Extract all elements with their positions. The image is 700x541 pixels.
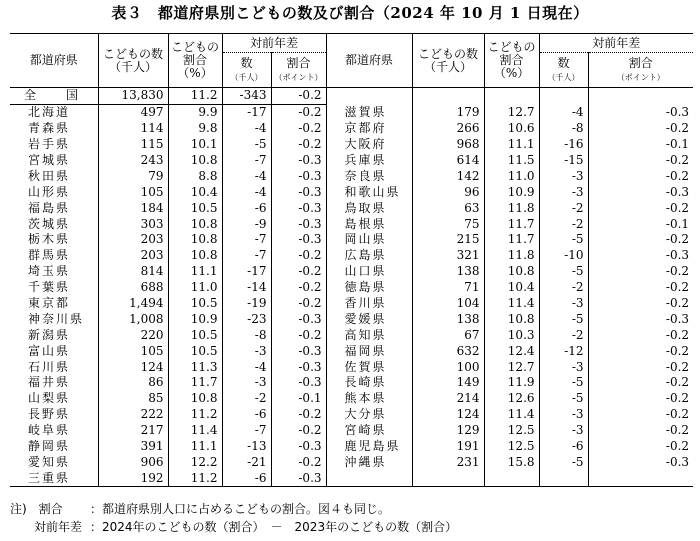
right-ratio-cell: 12.5 [484, 439, 539, 455]
table-row [10, 88, 693, 105]
right-ratio-cell: 12.4 [484, 343, 539, 359]
left-children-cell: 115 [98, 137, 168, 153]
right-ratio-cell: 10.6 [484, 121, 539, 137]
left-diff_r-cell: -0.2 [271, 104, 326, 120]
left-diff_n-cell: -7 [222, 423, 271, 439]
left-diff_n-cell: -23 [222, 311, 271, 327]
right-diff_n-cell: -3 [539, 184, 588, 200]
left-prefecture-cell: 山梨県 [28, 391, 71, 406]
left-prefecture-cell: 青森県 [28, 121, 71, 136]
left-prefecture-cell: 千葉県 [28, 280, 71, 295]
right-children-cell: 142 [412, 168, 484, 184]
left-children-cell: 303 [98, 216, 168, 232]
table-row [10, 327, 693, 343]
table-row [10, 168, 693, 184]
right-prefecture-cell: 佐賀県 [326, 359, 412, 375]
right-children-cell: 614 [412, 153, 484, 169]
left-ratio-cell: 11.1 [168, 264, 222, 280]
prefecture-children-table [10, 33, 693, 487]
right-ratio-cell: 11.8 [484, 248, 539, 264]
right-diff_r-cell: -0.2 [588, 343, 693, 359]
right-diff_n-cell [539, 470, 588, 486]
right-children-cell: 179 [412, 104, 484, 120]
right-diff_n-cell: -16 [539, 137, 588, 153]
right-prefecture-cell: 滋賀県 [326, 104, 412, 120]
table-row [10, 121, 693, 137]
right-prefecture-cell: 沖縄県 [326, 454, 412, 470]
left-diff_n-cell: -17 [222, 264, 271, 280]
right-diff_r-cell: -0.2 [588, 153, 693, 169]
left-diff_n-cell: -7 [222, 232, 271, 248]
right-prefecture-cell: 長崎県 [326, 375, 412, 391]
table-row [10, 200, 693, 216]
left-children-cell: 203 [98, 232, 168, 248]
table-row [10, 407, 693, 423]
left-children-cell: 497 [98, 104, 168, 120]
left-children-cell: 192 [98, 470, 168, 486]
right-diff_n-cell: -5 [539, 375, 588, 391]
right-ratio-cell: 10.9 [484, 184, 539, 200]
left-diff_r-cell: -0.2 [271, 121, 326, 137]
header-diff-ratio-right: 割合 （ポイント） [588, 53, 693, 88]
left-diff_r-cell: -0.3 [271, 216, 326, 232]
right-diff_r-cell [588, 88, 693, 105]
right-children-cell: 321 [412, 248, 484, 264]
left-diff_r-cell: -0.2 [271, 407, 326, 423]
left-diff_r-cell: -0.3 [271, 439, 326, 455]
left-prefecture-cell: 宮城県 [28, 153, 71, 167]
left-prefecture-cell: 石川県 [28, 359, 71, 374]
left-children-cell: 105 [98, 343, 168, 359]
table-row [10, 137, 693, 153]
right-diff_r-cell [588, 470, 693, 486]
right-diff_r-cell: -0.2 [588, 375, 693, 391]
table-row [10, 232, 693, 248]
right-ratio-cell: 10.4 [484, 280, 539, 296]
left-ratio-cell: 10.9 [168, 311, 222, 327]
right-prefecture-cell: 香川県 [326, 296, 412, 312]
right-children-cell: 191 [412, 439, 484, 455]
left-diff_r-cell: -0.3 [271, 359, 326, 375]
right-diff_n-cell: -5 [539, 264, 588, 280]
right-diff_n-cell: -8 [539, 121, 588, 137]
right-ratio-cell: 10.8 [484, 311, 539, 327]
left-diff_r-cell: -0.2 [271, 296, 326, 312]
left-children-cell: 184 [98, 200, 168, 216]
header-diff-right: 対前年差 [539, 34, 693, 53]
right-diff_n-cell: -3 [539, 296, 588, 312]
left-prefecture-cell: 岩手県 [28, 137, 71, 152]
left-ratio-cell: 10.4 [168, 184, 222, 200]
right-diff_r-cell: -0.2 [588, 359, 693, 375]
right-prefecture-cell: 熊本県 [326, 391, 412, 407]
right-diff_n-cell: -15 [539, 153, 588, 169]
left-ratio-cell: 10.5 [168, 327, 222, 343]
right-diff_r-cell: -0.3 [588, 454, 693, 470]
header-diff-children-right: 数 （千人） [539, 53, 588, 88]
left-diff_r-cell: -0.2 [271, 454, 326, 470]
right-diff_r-cell: -0.2 [588, 200, 693, 216]
right-ratio-cell: 11.0 [484, 168, 539, 184]
left-diff_n-cell: -4 [222, 121, 271, 137]
left-diff_n-cell: -5 [222, 137, 271, 153]
left-prefecture-cell: 愛知県 [28, 454, 71, 469]
left-diff_n-cell: -14 [222, 280, 271, 296]
left-children-cell: 114 [98, 121, 168, 137]
table-row [10, 423, 693, 439]
left-prefecture-cell: 神奈川県 [28, 311, 85, 326]
left-ratio-cell: 11.2 [168, 88, 222, 105]
header-prefecture-right: 都道府県 [326, 34, 412, 88]
left-children-cell: 243 [98, 153, 168, 169]
right-ratio-cell: 11.7 [484, 232, 539, 248]
right-prefecture-cell: 島根県 [326, 216, 412, 232]
left-children-cell: 217 [98, 423, 168, 439]
header-children-left: こどもの数 （千人） [98, 34, 168, 88]
right-diff_n-cell: -2 [539, 280, 588, 296]
right-prefecture-cell: 鳥取県 [326, 200, 412, 216]
right-diff_r-cell: -0.2 [588, 439, 693, 455]
right-diff_r-cell: -0.3 [588, 248, 693, 264]
left-prefecture-cell: 群馬県 [28, 248, 71, 263]
left-prefecture-cell: 栃木県 [28, 232, 71, 247]
header-diff-left: 対前年差 [222, 34, 326, 53]
right-diff_r-cell: -0.2 [588, 423, 693, 439]
left-diff_r-cell: -0.2 [271, 137, 326, 153]
right-ratio-cell [484, 88, 539, 105]
right-children-cell: 129 [412, 423, 484, 439]
right-children-cell: 632 [412, 343, 484, 359]
left-diff_n-cell: -19 [222, 296, 271, 312]
right-prefecture-cell: 山口県 [326, 264, 412, 280]
right-diff_n-cell: -12 [539, 343, 588, 359]
left-diff_n-cell: -8 [222, 327, 271, 343]
left-ratio-cell: 11.3 [168, 359, 222, 375]
left-diff_r-cell: -0.2 [271, 280, 326, 296]
left-ratio-cell: 11.1 [168, 439, 222, 455]
left-ratio-cell: 8.8 [168, 168, 222, 184]
right-prefecture-cell: 奈良県 [326, 168, 412, 184]
left-children-cell: 203 [98, 248, 168, 264]
left-diff_r-cell: -0.1 [271, 391, 326, 407]
table-row [10, 375, 693, 391]
left-prefecture-cell: 秋田県 [28, 168, 71, 183]
right-prefecture-cell: 鹿児島県 [326, 439, 412, 455]
table-row [10, 311, 693, 327]
left-ratio-cell: 11.2 [168, 407, 222, 423]
right-prefecture-cell: 徳島県 [326, 280, 412, 296]
notes [10, 500, 457, 536]
left-ratio-cell: 10.1 [168, 137, 222, 153]
left-diff_n-cell: -3 [222, 343, 271, 359]
right-diff_n-cell: -3 [539, 359, 588, 375]
right-children-cell: 214 [412, 391, 484, 407]
right-children-cell: 71 [412, 280, 484, 296]
left-prefecture-cell: 静岡県 [28, 439, 71, 454]
right-children-cell: 149 [412, 375, 484, 391]
right-diff_n-cell: -3 [539, 423, 588, 439]
left-diff_r-cell: -0.3 [271, 375, 326, 391]
left-prefecture-cell: 埼玉県 [28, 264, 71, 279]
right-prefecture-cell: 大分県 [326, 407, 412, 423]
left-children-cell: 13,830 [98, 88, 168, 105]
right-diff_n-cell: -5 [539, 232, 588, 248]
right-children-cell: 63 [412, 200, 484, 216]
table-row [10, 104, 693, 120]
left-diff_r-cell: -0.2 [271, 327, 326, 343]
right-diff_r-cell: -0.2 [588, 407, 693, 423]
header-children-right: こどもの数 （千人） [412, 34, 484, 88]
left-ratio-cell: 11.7 [168, 375, 222, 391]
left-diff_n-cell: -3 [222, 375, 271, 391]
right-diff_n-cell: -5 [539, 391, 588, 407]
table-body [10, 88, 693, 487]
table-row [10, 454, 693, 470]
left-diff_n-cell: -2 [222, 391, 271, 407]
right-prefecture-cell [326, 88, 412, 105]
left-ratio-cell: 10.8 [168, 216, 222, 232]
right-ratio-cell [484, 470, 539, 486]
left-ratio-cell: 9.8 [168, 121, 222, 137]
header-ratio-right: こどもの割合 （%） [484, 34, 539, 88]
left-children-cell: 124 [98, 359, 168, 375]
right-children-cell: 215 [412, 232, 484, 248]
right-prefecture-cell: 京都府 [326, 121, 412, 137]
right-children-cell: 67 [412, 327, 484, 343]
right-diff_n-cell [539, 88, 588, 105]
left-diff_n-cell: -21 [222, 454, 271, 470]
right-diff_n-cell: -3 [539, 407, 588, 423]
table-row [10, 184, 693, 200]
left-diff_r-cell: -0.3 [271, 153, 326, 169]
left-children-cell: 814 [98, 264, 168, 280]
left-diff_r-cell: -0.2 [271, 423, 326, 439]
right-diff_r-cell: -0.2 [588, 168, 693, 184]
left-ratio-cell: 11.2 [168, 470, 222, 486]
table-row [10, 359, 693, 375]
right-ratio-cell: 15.8 [484, 454, 539, 470]
left-children-cell: 222 [98, 407, 168, 423]
left-children-cell: 86 [98, 375, 168, 391]
left-ratio-cell: 9.9 [168, 104, 222, 120]
right-children-cell: 75 [412, 216, 484, 232]
left-diff_r-cell: -0.3 [271, 184, 326, 200]
table-row [10, 280, 693, 296]
right-diff_n-cell: -2 [539, 216, 588, 232]
left-diff_r-cell: -0.2 [271, 88, 326, 105]
left-diff_n-cell: -7 [222, 153, 271, 169]
left-ratio-cell: 10.8 [168, 391, 222, 407]
right-ratio-cell: 11.7 [484, 216, 539, 232]
table-row [10, 216, 693, 232]
right-diff_n-cell: -4 [539, 104, 588, 120]
table-row [10, 296, 693, 312]
left-prefecture-cell: 北海道 [28, 105, 71, 120]
left-children-cell: 906 [98, 454, 168, 470]
left-ratio-cell: 10.5 [168, 296, 222, 312]
left-diff_n-cell: -4 [222, 184, 271, 200]
left-children-cell: 1,494 [98, 296, 168, 312]
left-diff_r-cell: -0.3 [271, 470, 326, 486]
right-children-cell: 138 [412, 264, 484, 280]
left-diff_r-cell: -0.3 [271, 343, 326, 359]
left-diff_n-cell: -6 [222, 200, 271, 216]
left-children-cell: 220 [98, 327, 168, 343]
left-children-cell: 391 [98, 439, 168, 455]
left-ratio-cell: 10.8 [168, 248, 222, 264]
table-row [10, 470, 693, 486]
right-children-cell [412, 88, 484, 105]
right-ratio-cell: 11.4 [484, 407, 539, 423]
right-children-cell [412, 470, 484, 486]
table-title: 表３ 都道府県別こどもの数及び割合（2024 年 10 月 1 日現在） [111, 4, 589, 22]
right-children-cell: 124 [412, 407, 484, 423]
right-diff_r-cell: -0.3 [588, 104, 693, 120]
left-diff_r-cell: -0.3 [271, 232, 326, 248]
right-diff_r-cell: -0.2 [588, 391, 693, 407]
left-prefecture-cell: 東京都 [28, 296, 71, 311]
left-children-cell: 79 [98, 168, 168, 184]
note-diff: 対前年差 ：2024年のこどもの数（割合） － 2023年のこどもの数（割合） [10, 520, 458, 534]
left-prefecture-cell: 全 国 [10, 88, 98, 105]
right-children-cell: 96 [412, 184, 484, 200]
table-row [10, 248, 693, 264]
left-ratio-cell: 10.5 [168, 343, 222, 359]
right-diff_r-cell: -0.3 [588, 184, 693, 200]
right-diff_n-cell: -3 [539, 168, 588, 184]
right-ratio-cell: 11.9 [484, 375, 539, 391]
right-ratio-cell: 11.8 [484, 200, 539, 216]
table-row [10, 439, 693, 455]
left-ratio-cell: 11.4 [168, 423, 222, 439]
left-diff_r-cell: -0.2 [271, 248, 326, 264]
right-children-cell: 104 [412, 296, 484, 312]
left-ratio-cell: 10.8 [168, 153, 222, 169]
right-prefecture-cell [326, 470, 412, 486]
right-diff_n-cell: -10 [539, 248, 588, 264]
right-prefecture-cell: 愛媛県 [326, 311, 412, 327]
left-diff_r-cell: -0.3 [271, 200, 326, 216]
left-prefecture-cell: 富山県 [28, 343, 71, 358]
left-diff_n-cell: -6 [222, 470, 271, 486]
left-diff_r-cell: -0.2 [271, 264, 326, 280]
left-prefecture-cell: 山形県 [28, 184, 71, 199]
left-diff_n-cell: -9 [222, 216, 271, 232]
right-ratio-cell: 10.3 [484, 327, 539, 343]
left-ratio-cell: 11.0 [168, 280, 222, 296]
right-diff_r-cell: -0.2 [588, 264, 693, 280]
right-ratio-cell: 11.5 [484, 153, 539, 169]
left-children-cell: 85 [98, 391, 168, 407]
right-diff_r-cell: -0.2 [588, 296, 693, 312]
header-ratio-left: こどもの割合 （%） [168, 34, 222, 88]
header-diff-children-left: 数 （千人） [222, 53, 271, 88]
left-prefecture-cell: 新潟県 [28, 327, 71, 342]
right-prefecture-cell: 大阪府 [326, 137, 412, 153]
right-prefecture-cell: 宮崎県 [326, 423, 412, 439]
left-diff_n-cell: -13 [222, 439, 271, 455]
right-prefecture-cell: 広島県 [326, 248, 412, 264]
right-diff_r-cell: -0.1 [588, 216, 693, 232]
right-diff_r-cell: -0.1 [588, 137, 693, 153]
right-diff_r-cell: -0.2 [588, 232, 693, 248]
left-diff_n-cell: -17 [222, 104, 271, 120]
right-ratio-cell: 10.8 [484, 264, 539, 280]
left-ratio-cell: 10.5 [168, 200, 222, 216]
right-diff_n-cell: -2 [539, 327, 588, 343]
right-diff_r-cell: -0.3 [588, 311, 693, 327]
table-row [10, 264, 693, 280]
note-ratio: 注) 割合 ：都道府県別人口に占めるこどもの割合。図４も同じ。 [10, 502, 391, 516]
left-prefecture-cell: 福井県 [28, 375, 71, 390]
left-children-cell: 688 [98, 280, 168, 296]
left-prefecture-cell: 三重県 [10, 470, 98, 486]
right-ratio-cell: 11.4 [484, 296, 539, 312]
right-prefecture-cell: 福岡県 [326, 343, 412, 359]
left-prefecture-cell: 長野県 [28, 407, 71, 422]
right-prefecture-cell: 高知県 [326, 327, 412, 343]
right-diff_r-cell: -0.2 [588, 121, 693, 137]
left-diff_n-cell: -7 [222, 248, 271, 264]
right-children-cell: 138 [412, 311, 484, 327]
right-prefecture-cell: 和歌山県 [326, 184, 412, 200]
left-diff_r-cell: -0.3 [271, 168, 326, 184]
header-diff-ratio-left: 割合 （ポイント） [271, 53, 326, 88]
left-diff_r-cell: -0.3 [271, 311, 326, 327]
table-row [10, 153, 693, 169]
table-row [10, 391, 693, 407]
left-ratio-cell: 12.2 [168, 454, 222, 470]
right-ratio-cell: 11.1 [484, 137, 539, 153]
left-prefecture-cell: 福島県 [28, 200, 71, 215]
right-prefecture-cell: 岡山県 [326, 232, 412, 248]
right-children-cell: 231 [412, 454, 484, 470]
table-row [10, 343, 693, 359]
right-diff_n-cell: -2 [539, 200, 588, 216]
right-children-cell: 968 [412, 137, 484, 153]
right-prefecture-cell: 兵庫県 [326, 153, 412, 169]
right-children-cell: 100 [412, 359, 484, 375]
left-children-cell: 105 [98, 184, 168, 200]
right-diff_r-cell: -0.2 [588, 327, 693, 343]
right-diff_n-cell: -6 [539, 439, 588, 455]
right-ratio-cell: 12.5 [484, 423, 539, 439]
left-diff_n-cell: -4 [222, 359, 271, 375]
right-ratio-cell: 12.7 [484, 104, 539, 120]
left-diff_n-cell: -4 [222, 168, 271, 184]
right-children-cell: 266 [412, 121, 484, 137]
left-prefecture-cell: 岐阜県 [28, 423, 71, 438]
header-prefecture-left: 都道府県 [10, 34, 98, 88]
left-diff_n-cell: -343 [222, 88, 271, 105]
left-diff_n-cell: -6 [222, 407, 271, 423]
right-diff_n-cell: -5 [539, 454, 588, 470]
right-ratio-cell: 12.7 [484, 359, 539, 375]
left-children-cell: 1,008 [98, 311, 168, 327]
right-diff_n-cell: -5 [539, 311, 588, 327]
left-ratio-cell: 10.8 [168, 232, 222, 248]
left-prefecture-cell: 茨城県 [28, 216, 71, 231]
right-diff_r-cell: -0.2 [588, 280, 693, 296]
right-ratio-cell: 12.6 [484, 391, 539, 407]
